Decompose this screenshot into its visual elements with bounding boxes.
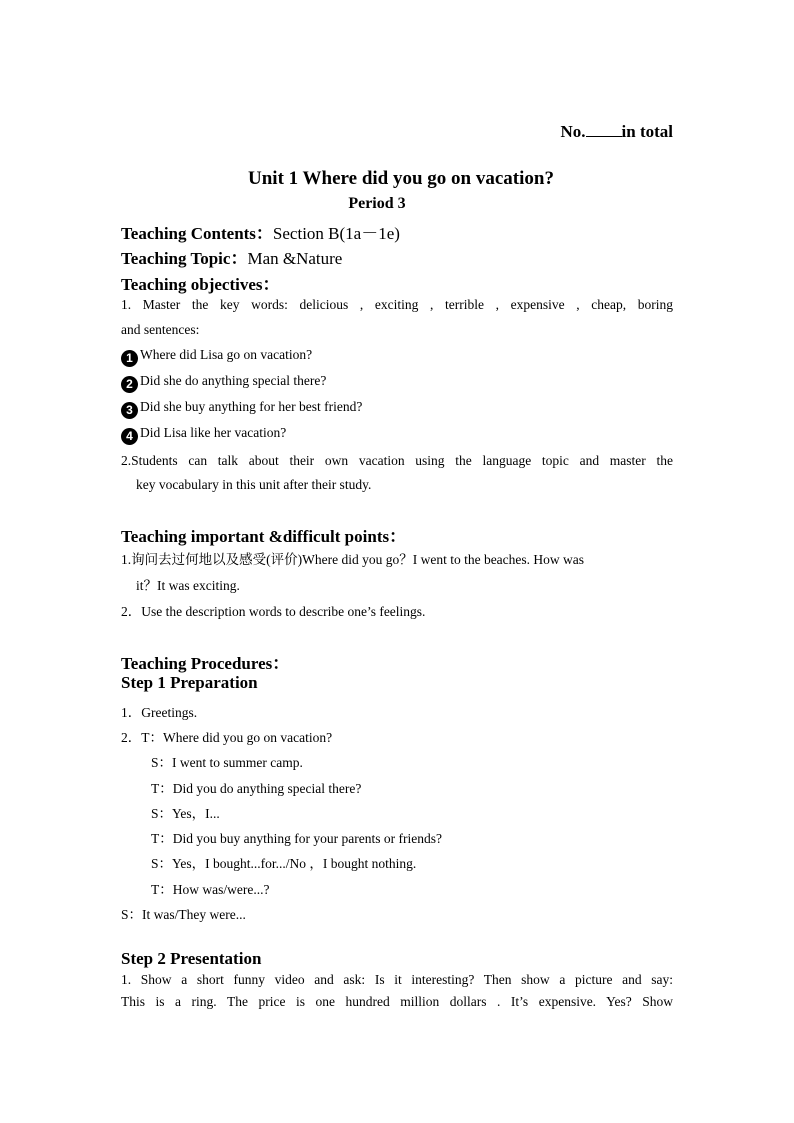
objective-2-line-2: key vocabulary in this unit after their study. <box>136 477 372 492</box>
procedure-line: S：It was/They were... <box>121 907 246 922</box>
procedure-line: T：Did you do anything special there? <box>151 781 362 796</box>
sentence-item: 3 Did she buy anything for her best friend? <box>121 399 362 419</box>
points-heading: Teaching important &difficult points： <box>121 527 407 546</box>
sentence-item: 2 Did she do anything special there? <box>121 373 326 393</box>
topic-value: Man &Nature <box>247 249 343 268</box>
number-line <box>560 122 673 142</box>
procedure-line: 2．T：Where did you go on vacation? <box>121 730 333 745</box>
number-4-icon: 4 <box>121 428 138 445</box>
sentence-item: 4 Did Lisa like her vacation? <box>121 425 286 445</box>
contents-value: Section B(1a－1e) <box>272 224 400 243</box>
procedure-line: T：How was/were...? <box>151 882 270 897</box>
objective-1-line-1: 1. Master the key words: delicious , exciting , terrible , expensive , cheap, boring <box>121 297 673 312</box>
procedure-line: S：Yes，I bought...for.../No ，I bought nothing. <box>151 856 417 871</box>
procedure-line: S：Yes，I... <box>151 806 220 821</box>
point-1-line-1: 1.询问去过何地以及感受(评价)Where did you go？I went to the beaches. How was <box>121 552 585 567</box>
procedures-heading: Teaching Procedures： <box>121 654 290 673</box>
number-3-icon: 3 <box>121 402 138 419</box>
period-label: Period 3 <box>348 195 406 212</box>
sentence-item: 1 Where did Lisa go on vacation? <box>121 347 312 367</box>
procedure-line: T：Did you buy anything for your parents or friends? <box>151 831 442 846</box>
contents-label: Teaching Contents： <box>121 224 273 243</box>
number-1-icon: 1 <box>121 350 138 367</box>
teaching-topic <box>121 244 342 269</box>
step-2-line-1: 1. Show a short funny video and ask: Is it interesting? Then show a picture and say: <box>121 972 673 987</box>
step-1-title: Step 1 Preparation <box>121 673 258 692</box>
number-suffix: in total <box>621 122 673 141</box>
procedure-line: 1．Greetings. <box>121 705 198 720</box>
number-prefix: No. <box>560 122 586 141</box>
step-2-line-2: This is a ring. The price is one hundred million dollars . It’s expensive. Yes? Show <box>121 994 673 1009</box>
point-1-line-2: it？It was exciting. <box>136 578 240 593</box>
number-2-icon: 2 <box>121 376 138 393</box>
topic-label: Teaching Topic： <box>121 249 248 268</box>
objective-2-line-1: 2.Students can talk about their own vacation using the language topic and master the <box>121 453 673 468</box>
document-title: Unit 1 Where did you go on vacation? <box>248 168 554 189</box>
procedure-line: S：I went to summer camp. <box>151 755 303 770</box>
objective-1-line-2: and sentences: <box>121 322 200 337</box>
teaching-contents <box>121 219 400 244</box>
objectives-heading: Teaching objectives： <box>121 275 280 294</box>
number-blank <box>586 122 622 137</box>
point-2: 2．Use the description words to describe one’s feelings. <box>121 604 426 619</box>
step-2-title: Step 2 Presentation <box>121 949 262 968</box>
